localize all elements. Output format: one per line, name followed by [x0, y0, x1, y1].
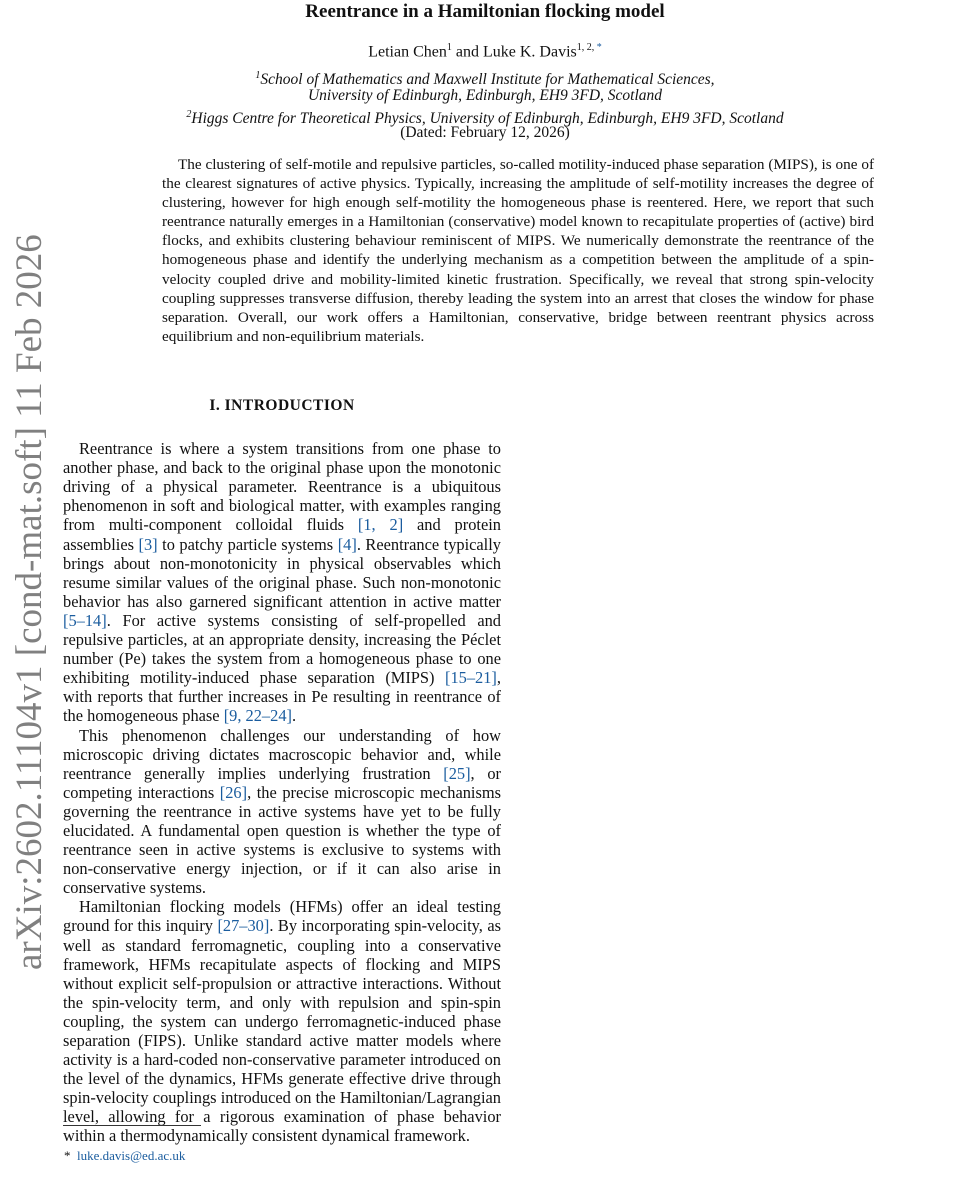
arxiv-sidebar-stamp: arXiv:2602.11104v1 [cond-mat.soft] 11 Feb 2026: [9, 234, 50, 970]
affiliation-marker: 1, 2,: [576, 42, 597, 53]
date-line: (Dated: February 12, 2026): [400, 124, 570, 141]
affiliation-1-cont: University of Edinburgh, Edinburgh, EH9 3FD, Scotland: [307, 87, 663, 104]
author-line: [0, 42, 970, 61]
citation-link[interactable]: [4]: [337, 534, 357, 554]
citation-link[interactable]: [15–21]: [444, 668, 497, 688]
footnote-marker: *: [64, 1148, 71, 1163]
abstract: The clustering of self-motile and repulsive particles, so-called motility-induced phase separation (MIPS), is one of the clearest signatures of active physics. Typically, increasing the amplitude of self-motility increases the degree of clustering, however for high enough self-motility the homogeneous phase is reentered. Here, we report that such reentrance naturally emerges in a Hamiltonian (conservative) model known to recapitulate properties of (active) bird flocks, and exhibits clustering behaviour reminiscent of MIPS. We numerically demonstrate the reentrance of the homogeneous phase and identify the underlying mechanism as a competition between the amplitude of a spin-velocity coupled drive and mobility-limited kinetic frustration. Specifically, we reveal that strong spin-velocity coupling suppresses transverse diffusion, thereby leading the system into an arrest that closes the window for phase separation. Overall, our work offers a Hamiltonian, conservative, bridge between reentrant physics across equilibrium and non-equilibrium materials.: [162, 156, 874, 345]
affiliation-text: Higgs Centre for Theoretical Physics, University of Edinburgh, Edinburgh, EH9 3FD, Scotland: [191, 110, 784, 128]
citation-link[interactable]: [5–14]: [63, 610, 107, 630]
left-column: [63, 396, 501, 1146]
affiliation-marker: 1: [255, 70, 261, 81]
paragraph: Hamiltonian flocking models (HFMs) offer an ideal testing ground for this inquiry [27–30]. By incorporating spin-velocity, as well as standard ferromagnetic, coupling into a conservative framework, HFMs recapitulate aspects of flocking and MIPS without explicit self-propulsion or attractive interactions. Without the spin-velocity term, and only with repulsion and spin-spin coupling, the system can undergo ferromagnetic-induced phase separation (FIPS). Unlike standard active matter models where activity is a hard-coded non-conservative parameter introduced on the level of the dynamics, HFMs generate effective drive through spin-velocity couplings introduced on the Hamiltonian/Lagrangian level, allowing for a rigorous examination of phase behavior within a thermodynamically consistent dynamical framework.: [63, 897, 501, 1146]
paragraph: This phenomenon challenges our understanding of how microscopic driving dictates macroscopic behavior and, while reentrance generally implies underlying frustration [25], or competing interactions [26], the precise microscopic mechanisms governing the reentrance in active systems have yet to be fully elucidated. A fundamental open question is whether the type of reentrance seen in active systems is exclusive to systems with non-conservative energy injection, or if it can also arise in conservative systems.: [63, 725, 501, 898]
citation-link[interactable]: [1, 2]: [357, 515, 404, 535]
email-link[interactable]: luke.davis@ed.ac.uk: [77, 1148, 186, 1163]
author-name: Luke K. Davis: [482, 43, 577, 61]
paragraph: Reentrance is where a system transitions from one phase to another phase, and back to the original phase upon the monotonic driving of a physical parameter. Reentrance is a ubiquitous phenomenon in soft and biological matter, with examples ranging from multi-component colloidal fluids [1, 2] and protein assemblies [3] to patchy particle systems [4]. Reentrance typically brings about non-monotonicity in physical observables which resume similar values of the original phase. Such non-monotonic behavior has also garnered significant attention in active matter [5–14]. For active systems consisting of self-propelled and repulsive particles, at an appropriate density, increasing the Péclet number (Pe) takes the system from a homogeneous phase to one exhibiting motility-induced phase separation (MIPS) [15–21], with reports that further increases in Pe resulting in reentrance of the homogeneous phase [9, 22–24].: [63, 439, 501, 726]
footnote: [64, 1148, 185, 1164]
corresponding-author-link[interactable]: *: [596, 42, 602, 53]
paper-title: Reentrance in a Hamiltonian flocking model: [305, 1, 665, 22]
affiliation-marker: 1: [446, 42, 452, 53]
affiliation-marker: 2: [186, 109, 192, 120]
citation-link[interactable]: [27–30]: [217, 916, 270, 936]
section-heading: I. INTRODUCTION: [209, 397, 355, 414]
footnote-divider: [63, 1125, 201, 1126]
citation-link[interactable]: [25]: [443, 763, 471, 783]
affiliation-text: School of Mathematics and Maxwell Institute for Mathematical Sciences,: [260, 71, 715, 89]
author-separator: and: [451, 43, 483, 61]
citation-link[interactable]: [26]: [219, 782, 248, 802]
citation-link[interactable]: [9, 22–24]: [223, 706, 292, 726]
author-name: Letian Chen: [368, 43, 447, 61]
citation-link[interactable]: [3]: [138, 534, 158, 554]
